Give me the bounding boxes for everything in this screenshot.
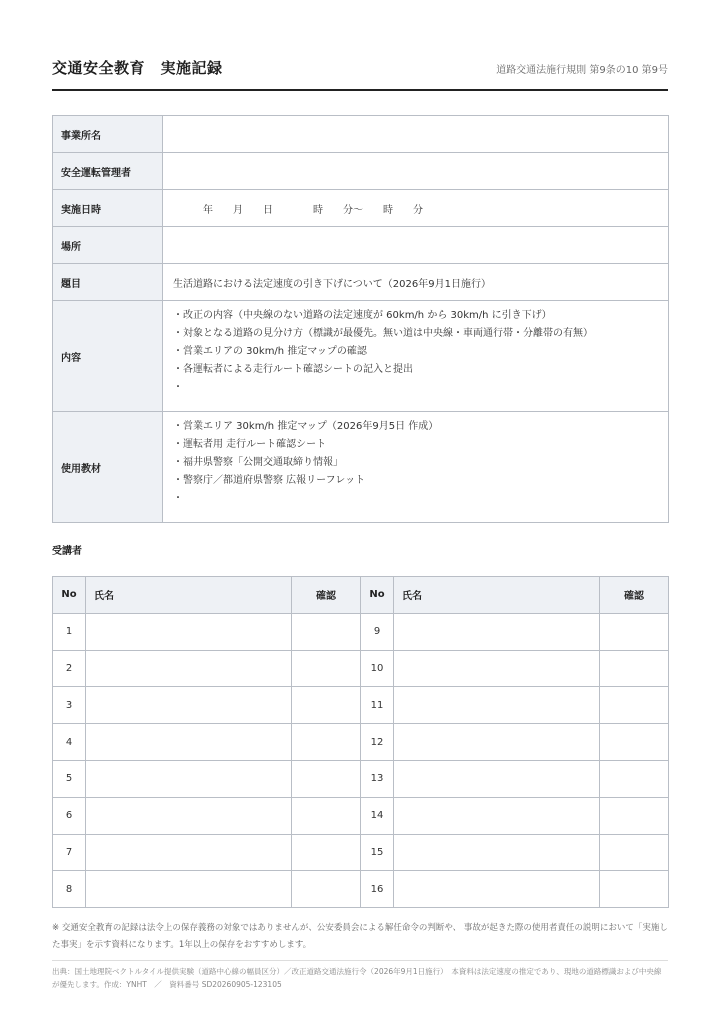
info-row-content <box>53 301 669 412</box>
attendee-check-field[interactable] <box>292 687 361 724</box>
table-row <box>53 871 669 908</box>
table-row <box>53 650 669 687</box>
attendee-number: 7 <box>53 834 86 871</box>
attendee-number: 8 <box>53 871 86 908</box>
attendee-number: 5 <box>53 760 86 797</box>
footer-rule <box>52 960 668 961</box>
attendee-check-field[interactable] <box>600 650 669 687</box>
attendee-number: 11 <box>361 687 394 724</box>
attendee-name-field[interactable] <box>86 613 292 650</box>
place-label: 場所 <box>53 227 163 264</box>
materials-label: 使用教材 <box>53 412 163 523</box>
retention-note: ※ 交通安全教育の記録は法令上の保存義務の対象ではありませんが、公安委員会による解任命令の判断や、 事故が起きた際の使用者責任の説明において「実施した事実」を示す資料になります。1年以上の保存をおすすめします。 <box>52 923 668 950</box>
attendee-number: 1 <box>53 613 86 650</box>
table-row <box>53 724 669 761</box>
attendees-header-row <box>53 577 669 614</box>
source-footer: 出典：国土地理院ベクトルタイル提供実験（道路中心線の幅員区分）／改正道路交通法施行令（2026年9月1日施行） 本資料は法定速度の推定であり、現地の道路標識および中央線が優先します。作成：YNHT ／ 資料番号 SD20260905-123105 <box>52 967 662 989</box>
attendee-number: 14 <box>361 797 394 834</box>
office-field[interactable] <box>163 116 669 153</box>
content-item: ・営業エリアの 30km/h 推定マップの確認 <box>173 346 367 357</box>
col-name-right: 氏名 <box>394 577 600 614</box>
info-row-office <box>53 116 669 153</box>
attendee-number: 15 <box>361 834 394 871</box>
attendee-check-field[interactable] <box>600 613 669 650</box>
table-row <box>53 834 669 871</box>
attendee-name-field[interactable] <box>394 760 600 797</box>
attendee-check-field[interactable] <box>292 724 361 761</box>
attendee-name-field[interactable] <box>394 871 600 908</box>
content-item: ・対象となる道路の見分け方（標識が最優先。無い道は中央線・車両通行帯・分離帯の有無） <box>173 328 593 339</box>
topic-label: 題目 <box>53 264 163 301</box>
info-row-place <box>53 227 669 264</box>
attendee-check-field[interactable] <box>292 650 361 687</box>
materials-item: ・運転者用 走行ルート確認シート <box>173 439 327 450</box>
info-row-materials <box>53 412 669 523</box>
attendee-name-field[interactable] <box>86 760 292 797</box>
materials-item: ・営業エリア 30km/h 推定マップ（2026年9月5日 作成） <box>173 421 439 432</box>
attendee-check-field[interactable] <box>600 687 669 724</box>
header-rule <box>52 89 668 91</box>
attendee-check-field[interactable] <box>292 871 361 908</box>
attendees-section-label: 受講者 <box>52 546 82 557</box>
date-field[interactable]: 年 月 日 時 分～ 時 分 <box>163 190 669 227</box>
info-row-topic <box>53 264 669 301</box>
col-name-left: 氏名 <box>86 577 292 614</box>
content-item: ・ <box>173 382 183 393</box>
attendee-number: 9 <box>361 613 394 650</box>
attendee-number: 3 <box>53 687 86 724</box>
attendee-check-field[interactable] <box>292 834 361 871</box>
info-row-date <box>53 190 669 227</box>
attendee-check-field[interactable] <box>600 724 669 761</box>
page-header <box>52 57 668 79</box>
materials-item: ・警察庁／都道府県警察 広報リーフレット <box>173 475 366 486</box>
attendee-name-field[interactable] <box>394 613 600 650</box>
col-no-left: No <box>53 577 86 614</box>
attendee-check-field[interactable] <box>292 613 361 650</box>
attendee-number: 4 <box>53 724 86 761</box>
attendee-number: 2 <box>53 650 86 687</box>
content-item: ・改正の内容（中央線のない道路の法定速度が 60km/h から 30km/h に引き下げ） <box>173 310 552 321</box>
table-row <box>53 613 669 650</box>
table-row <box>53 687 669 724</box>
table-row <box>53 797 669 834</box>
content-field[interactable] <box>163 301 669 412</box>
attendee-name-field[interactable] <box>394 687 600 724</box>
attendee-name-field[interactable] <box>86 834 292 871</box>
attendee-check-field[interactable] <box>292 760 361 797</box>
content-item: ・各運転者による走行ルート確認シートの記入と提出 <box>173 364 413 375</box>
attendee-check-field[interactable] <box>600 871 669 908</box>
place-field[interactable] <box>163 227 669 264</box>
attendee-check-field[interactable] <box>600 834 669 871</box>
materials-item: ・ <box>173 493 183 504</box>
attendee-number: 10 <box>361 650 394 687</box>
office-label: 事業所名 <box>53 116 163 153</box>
content-label: 内容 <box>53 301 163 412</box>
page-title: 交通安全教育 実施記録 <box>52 59 223 77</box>
col-check-right: 確認 <box>600 577 669 614</box>
attendee-name-field[interactable] <box>394 650 600 687</box>
attendee-name-field[interactable] <box>86 797 292 834</box>
info-table <box>52 115 669 523</box>
attendee-number: 6 <box>53 797 86 834</box>
regulation-reference: 道路交通法施行規則 第9条の10 第9号 <box>496 65 668 76</box>
info-row-manager <box>53 153 669 190</box>
attendee-number: 13 <box>361 760 394 797</box>
attendee-check-field[interactable] <box>600 760 669 797</box>
col-no-right: No <box>361 577 394 614</box>
attendee-name-field[interactable] <box>86 724 292 761</box>
attendee-name-field[interactable] <box>86 687 292 724</box>
attendee-check-field[interactable] <box>600 797 669 834</box>
attendee-check-field[interactable] <box>292 797 361 834</box>
attendees-table <box>52 576 669 908</box>
attendee-name-field[interactable] <box>86 650 292 687</box>
attendee-name-field[interactable] <box>394 724 600 761</box>
attendee-number: 12 <box>361 724 394 761</box>
manager-label: 安全運転管理者 <box>53 153 163 190</box>
attendee-name-field[interactable] <box>394 797 600 834</box>
attendee-number: 16 <box>361 871 394 908</box>
topic-field[interactable]: 生活道路における法定速度の引き下げについて（2026年9月1日施行） <box>163 264 669 301</box>
materials-item: ・福井県警察「公開交通取締り情報」 <box>173 457 343 468</box>
date-label: 実施日時 <box>53 190 163 227</box>
attendee-name-field[interactable] <box>394 834 600 871</box>
table-row <box>53 760 669 797</box>
attendee-name-field[interactable] <box>86 871 292 908</box>
col-check-left: 確認 <box>292 577 361 614</box>
manager-field[interactable] <box>163 153 669 190</box>
materials-field[interactable] <box>163 412 669 523</box>
